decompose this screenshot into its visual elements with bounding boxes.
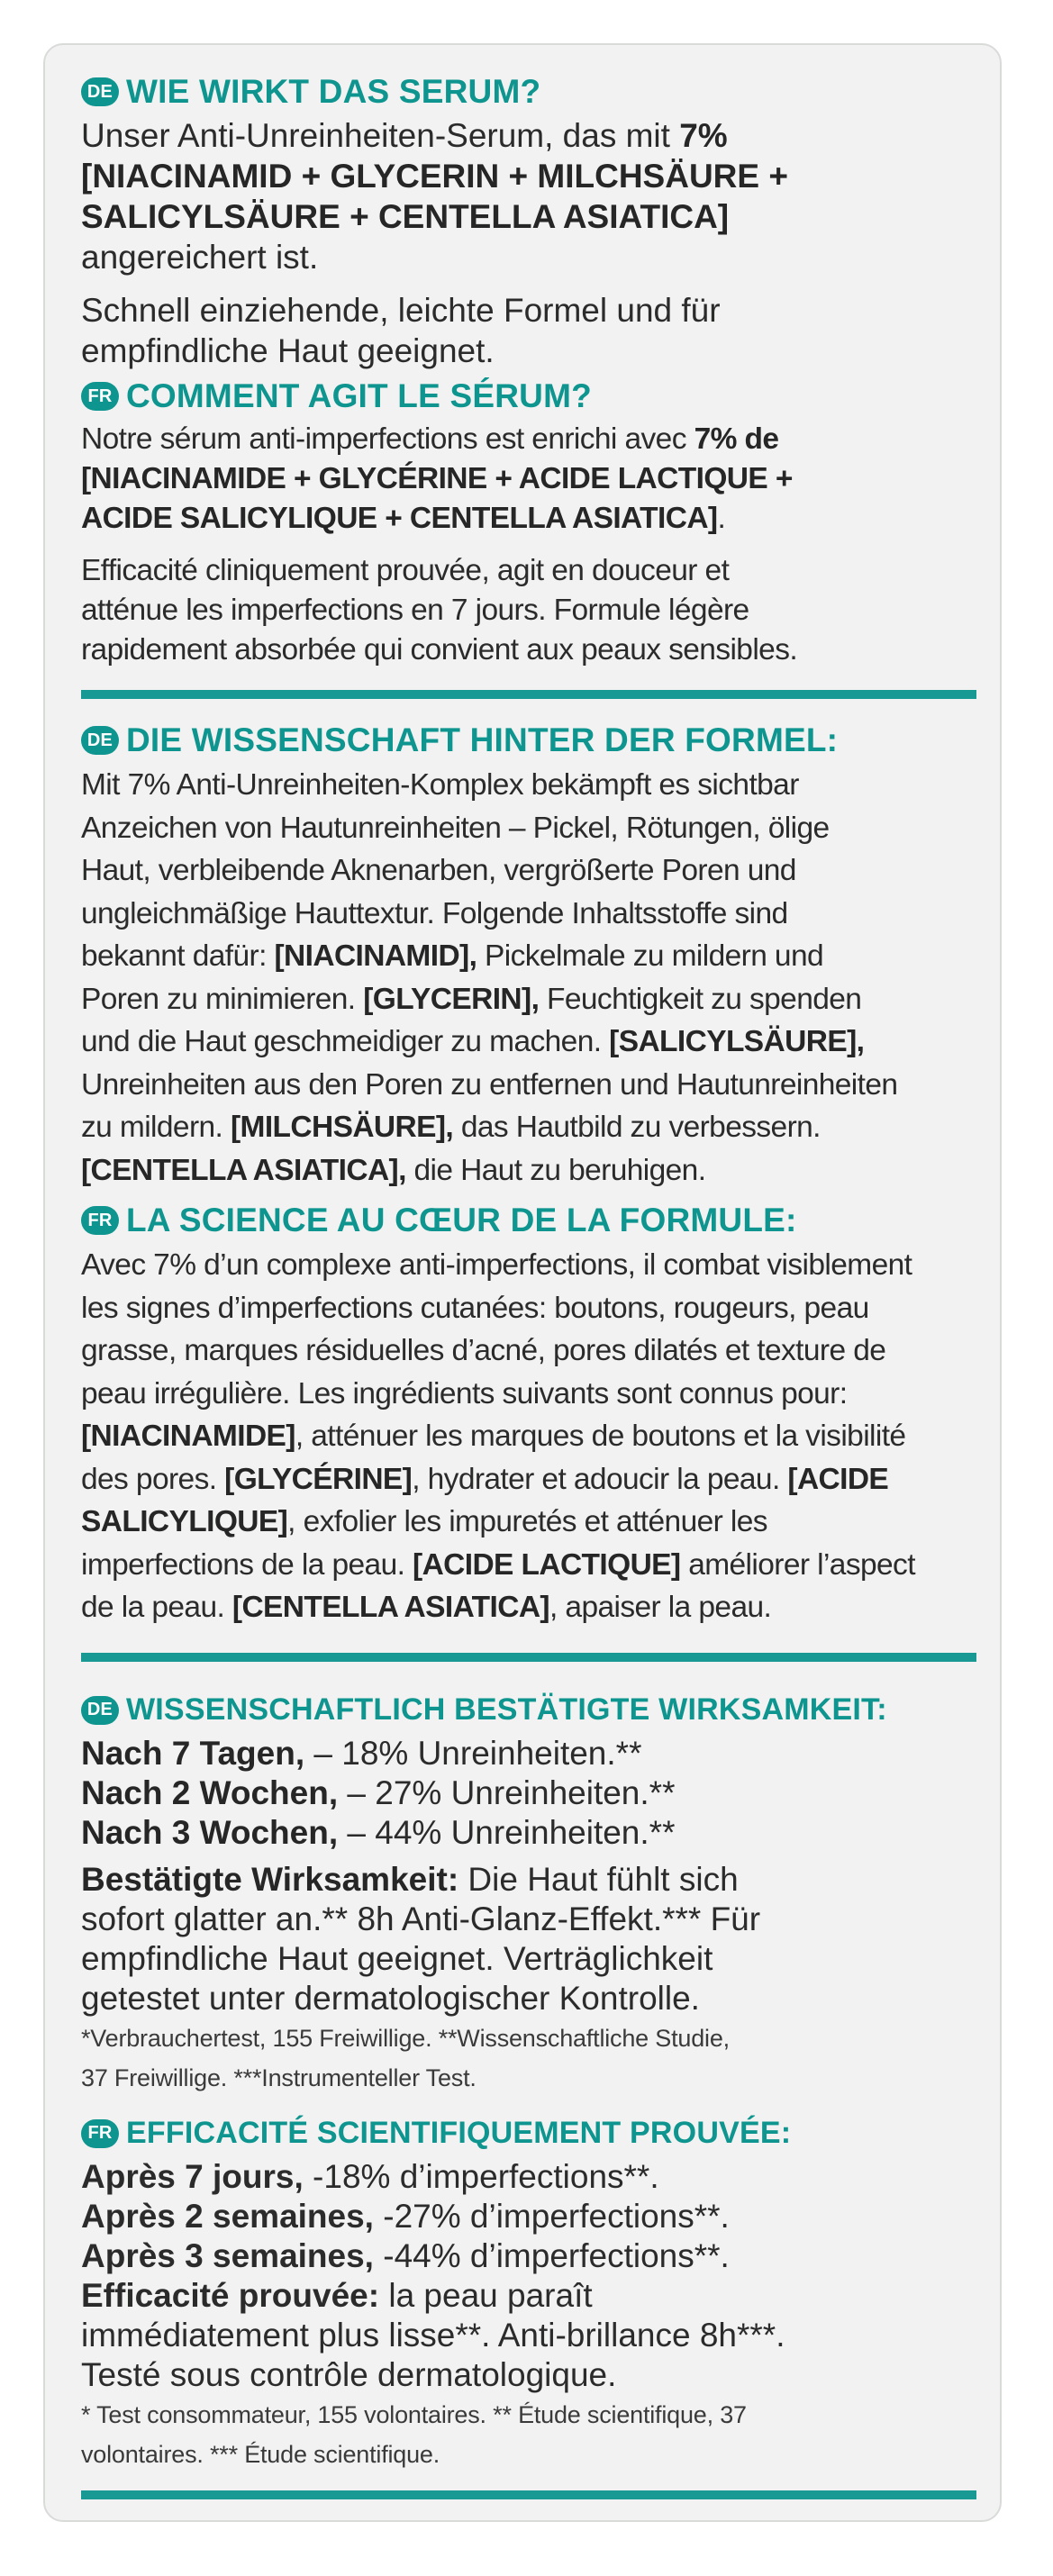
text-line (81, 1501, 975, 1544)
text-line: Testé sous contrôle dermatologique. (81, 2355, 617, 2393)
label-panel (43, 43, 1002, 2522)
text-segment: Feuchtigkeit zu spenden (539, 982, 862, 1016)
efficacy-fr-footnotes (81, 2395, 975, 2474)
text-segment: grasse, marques résiduelles d’acné, pores dilatés et texture de (81, 1334, 886, 1367)
text-line: rapidement absorbée qui convient aux peaux sensibles. (81, 633, 798, 667)
serum-de-paragraph-2 (81, 290, 975, 371)
result-line (81, 2157, 975, 2197)
text-segment: , exfolier les impuretés et atténuer les (287, 1505, 767, 1538)
language-badge-de: DE (81, 726, 119, 755)
text-line: Unser Anti-Unreinheiten-Serum, das mit (81, 117, 680, 154)
result-line (81, 1813, 975, 1853)
text-line: empfindliche Haut geeignet. Verträglichkeit (81, 1939, 713, 1977)
science-de-paragraph (81, 764, 975, 1192)
text-segment: des pores. (81, 1462, 225, 1496)
text-line: Efficacité cliniquement prouvée, agit en douceur et (81, 554, 730, 587)
heading-text: COMMENT AGIT LE SÉRUM? (126, 377, 592, 414)
result-value: -44% d’imperfections**. (373, 2236, 730, 2274)
text-segment: Anzeichen von Hautunreinheiten – Pickel, Rötungen, ölige (81, 811, 830, 845)
section-efficacy (81, 1662, 975, 2474)
text-line (81, 935, 975, 978)
text-segment: das Hautbild zu verbessern. (453, 1111, 821, 1144)
text-line (81, 1106, 975, 1149)
text-line (81, 1064, 975, 1107)
text-line (81, 1244, 975, 1287)
serum-de-paragraph (81, 115, 975, 277)
section-divider (81, 2490, 976, 2499)
efficacy-fr-confirmation (81, 2276, 975, 2395)
ingredient-term: [ACIDE LACTIQUE] (413, 1547, 681, 1582)
text-segment: , hydrater et adoucir la peau. (412, 1462, 788, 1496)
text-line: angereichert ist. (81, 239, 319, 276)
efficacy-de-footnotes (81, 2018, 975, 2098)
efficacy-de-confirmation (81, 1860, 975, 2018)
text-segment: imperfections de la peau. (81, 1547, 413, 1582)
language-badge-fr: FR (81, 1206, 119, 1235)
text-segment: , apaiser la peau. (549, 1591, 772, 1624)
result-value: – 44% Unreinheiten.** (338, 1813, 676, 1851)
text-line (81, 893, 975, 936)
heading-serum-de (81, 68, 975, 115)
text-line: getestet unter dermatologischer Kontrolle. (81, 1979, 700, 2017)
ingredient-term: [NIACINAMIDE] (81, 1420, 295, 1453)
text-line: immédiatement plus lisse**. Anti-brillance 8h***. (81, 2316, 785, 2354)
heading-text: LA SCIENCE AU CŒUR DE LA FORMULE: (126, 1202, 797, 1238)
text-line: Notre sérum anti-imperfections est enrichi avec (81, 422, 694, 456)
heading-text: WIE WIRKT DAS SERUM? (126, 73, 541, 110)
text-line: sofort glatter an.** 8h Anti-Glanz-Effekt.*** Für (81, 1900, 761, 1937)
text-segment: Avec 7% d’un complexe anti-imperfections, il combat visiblement (81, 1248, 912, 1282)
ingredient-term: SALICYLIQUE] (81, 1505, 288, 1538)
result-value: – 18% Unreinheiten.** (304, 1734, 642, 1772)
text-line: Schnell einziehende, leichte Formel und für (81, 292, 721, 329)
ingredient-line: [NIACINAMID + GLYCERIN + MILCHSÄURE + (81, 158, 788, 195)
section-divider (81, 1653, 976, 1662)
footnote-line: volontaires. *** Étude scientifique. (81, 2440, 440, 2468)
footnote-line: 37 Freiwillige. ***Instrumenteller Test. (81, 2064, 477, 2091)
text-segment: les signes d’imperfections cutanées: boutons, rougeurs, peau (81, 1291, 869, 1325)
heading-efficacy-de (81, 1687, 975, 1734)
ingredient-term: [SALICYLSÄURE], (609, 1025, 865, 1058)
result-label: Après 2 semaines, (81, 2197, 374, 2235)
heading-text: DIE WISSENSCHAFT HINTER DER FORMEL: (126, 721, 839, 758)
section-serum (81, 68, 975, 670)
language-badge-de: DE (81, 77, 119, 106)
text-segment: ungleichmäßige Hauttextur. Folgende Inhaltsstoffe sind (81, 896, 788, 930)
text-segment: Pickelmale zu mildern und (477, 939, 824, 973)
ingredient-term: [CENTELLA ASIATICA], (81, 1153, 406, 1187)
text-line (81, 1149, 975, 1193)
text-segment: Mit 7% Anti-Unreinheiten-Komplex bekämpft es sichtbar (81, 768, 799, 802)
ingredient-term: [ACIDE (787, 1462, 889, 1496)
ingredient-line: [NIACINAMIDE + GLYCÉRINE + ACIDE LACTIQUE + (81, 462, 793, 495)
heading-text: WISSENSCHAFTLICH BESTÄTIGTE WIRKSAMKEIT: (126, 1692, 887, 1727)
bold-label: Bestätigte Wirksamkeit: (81, 1860, 459, 1898)
language-badge-de: DE (81, 1696, 119, 1725)
text-line (81, 1329, 975, 1373)
text-line (81, 1287, 975, 1330)
result-line (81, 2197, 975, 2236)
ingredient-line: SALICYLSÄURE + CENTELLA ASIATICA] (81, 198, 730, 235)
result-label: Après 3 semaines, (81, 2236, 374, 2274)
text-segment: Unreinheiten aus den Poren zu entfernen und Hautunreinheiten (81, 1067, 898, 1102)
ingredient-term: [MILCHSÄURE], (230, 1111, 454, 1144)
text-line: . (717, 502, 726, 535)
heading-efficacy-fr (81, 2110, 975, 2157)
section-science (81, 699, 975, 1629)
result-value: -18% d’imperfections**. (303, 2157, 659, 2195)
heading-science-fr (81, 1197, 975, 1244)
bold-label: Efficacité prouvée: (81, 2276, 380, 2314)
heading-science-de (81, 717, 975, 764)
text-line (81, 978, 975, 1021)
text-line (81, 1586, 975, 1629)
text-segment: bekannt dafür: (81, 939, 275, 973)
language-badge-fr: FR (81, 2119, 119, 2148)
science-fr-paragraph (81, 1244, 975, 1629)
heading-serum-fr (81, 373, 975, 420)
text-segment: améliorer l’aspect (680, 1547, 915, 1582)
language-badge-fr: FR (81, 382, 119, 411)
text-segment: Haut, verbleibende Aknenarben, vergrößerte Poren und (81, 854, 796, 887)
text-segment: die Haut zu beruhigen. (405, 1153, 706, 1187)
text-segment: und die Haut geschmeidiger zu machen. (81, 1025, 610, 1058)
text-line: Die Haut fühlt sich (458, 1860, 739, 1898)
result-label: Nach 2 Wochen, (81, 1773, 339, 1811)
result-label: Nach 7 Tagen, (81, 1734, 305, 1772)
result-value: -27% d’imperfections**. (373, 2197, 730, 2235)
text-line (81, 1020, 975, 1064)
text-line (81, 807, 975, 850)
text-line (81, 1544, 975, 1587)
text-segment: zu mildern. (81, 1111, 231, 1144)
text-line: atténue les imperfections en 7 jours. Formule légère (81, 594, 749, 627)
serum-fr-paragraph (81, 420, 975, 539)
result-label: Après 7 jours, (81, 2157, 304, 2195)
text-line (81, 764, 975, 807)
ingredient-term: [NIACINAMID], (274, 939, 477, 973)
bold-percent: 7% de (694, 422, 779, 456)
result-line (81, 1734, 975, 1773)
serum-fr-paragraph-2 (81, 551, 975, 670)
footnote-line: *Verbrauchertest, 155 Freiwillige. **Wissenschaftliche Studie, (81, 2024, 730, 2052)
text-segment: peau irrégulière. Les ingrédients suivants sont connus pour: (81, 1376, 848, 1410)
text-segment: de la peau. (81, 1591, 232, 1624)
efficacy-de-results (81, 1734, 975, 1853)
result-line (81, 1773, 975, 1813)
text-line: la peau paraît (379, 2276, 593, 2314)
text-line (81, 1373, 975, 1416)
efficacy-fr-results (81, 2157, 975, 2276)
result-line (81, 2236, 975, 2276)
text-segment: Poren zu minimieren. (81, 982, 364, 1016)
ingredient-line: ACIDE SALICYLIQUE + CENTELLA ASIATICA] (81, 502, 718, 535)
text-line: empfindliche Haut geeignet. (81, 332, 495, 369)
footnote-line: * Test consommateur, 155 volontaires. ** Étude scientifique, 37 (81, 2400, 747, 2428)
heading-text: EFFICACITÉ SCIENTIFIQUEMENT PROUVÉE: (126, 2116, 792, 2150)
ingredient-term: [CENTELLA ASIATICA] (231, 1591, 549, 1624)
section-divider (81, 690, 976, 699)
result-label: Nach 3 Wochen, (81, 1813, 339, 1851)
result-value: – 27% Unreinheiten.** (338, 1773, 676, 1811)
text-line (81, 1415, 975, 1458)
ingredient-term: [GLYCERIN], (363, 982, 540, 1016)
bold-percent: 7% (679, 117, 728, 154)
text-line (81, 849, 975, 893)
ingredient-term: [GLYCÉRINE] (224, 1462, 413, 1496)
text-line (81, 1458, 975, 1501)
text-segment: , atténuer les marques de boutons et la visibilité (295, 1420, 906, 1453)
